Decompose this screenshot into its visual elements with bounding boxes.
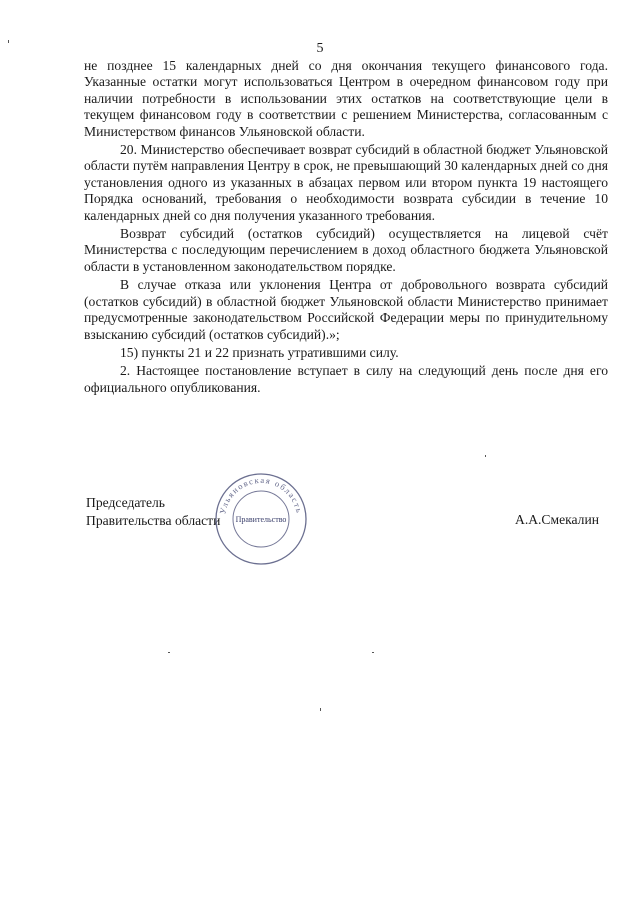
paragraph-refusal: В случае отказа или уклонения Центра от добровольного возврата субсидий (остатков субсидий) в областной бюджет Ульяновской области Министерство принимает предусмотренные законодательством Российской Федерации меры по принудительному взысканию субсидий (остатков субсидий).»; [84, 277, 608, 342]
paragraph-refund-account: Возврат субсидий (остатков субсидий) осуществляется на лицевой счёт Министерства с последующим перечислением в доход областного бюджета Ульяновской области в установленном законодательством порядке. [84, 226, 608, 274]
paragraph-continuation: не позднее 15 календарных дней со дня окончания текущего финансового года. Указанные остатки могут использоваться Центром в очередном финансовом году при наличии потребности в использовании этих остатков на соответствующие цели в текущем финансовом году в соответствии с решением Министерства, согласованным с Министерством финансов Ульяновской области. [84, 58, 608, 139]
seal-center-text: Правительство [235, 515, 287, 524]
scan-speck [320, 708, 321, 711]
paragraph-item-15: 15) пункты 21 и 22 признать утратившими силу. [120, 344, 399, 360]
paragraph-item-20: 20. Министерство обеспечивает возврат субсидий в областной бюджет Ульяновской области путём направления Центру в срок, не превышающий 30 календарных дней со дня установления одного из указанных в абзацах первом или втором пункта 19 настоящего Порядка оснований, требования о необходимости возврата субсидии в течение 10 календарных дней со дня получения указанного требования. [84, 142, 608, 223]
page-number: 5 [316, 41, 324, 56]
signature-title-line2: Правительства области [86, 513, 221, 528]
signature-title [86, 494, 220, 530]
signatory-name: А.А.Смекалин [515, 512, 600, 527]
official-seal-stamp [213, 471, 309, 567]
document-body [84, 58, 608, 396]
scan-speck [485, 455, 486, 457]
scan-speck [168, 652, 170, 653]
svg-text:Ульяновская область [217, 475, 304, 515]
scan-speck [372, 652, 374, 653]
scan-speck [8, 40, 9, 43]
paragraph-effective-date: 2. Настоящее постановление вступает в силу на следующий день после дня его официального опубликования. [84, 363, 608, 395]
signature-title-line1: Председатель [86, 495, 165, 510]
seal-outer-text: Ульяновская область [217, 474, 305, 515]
